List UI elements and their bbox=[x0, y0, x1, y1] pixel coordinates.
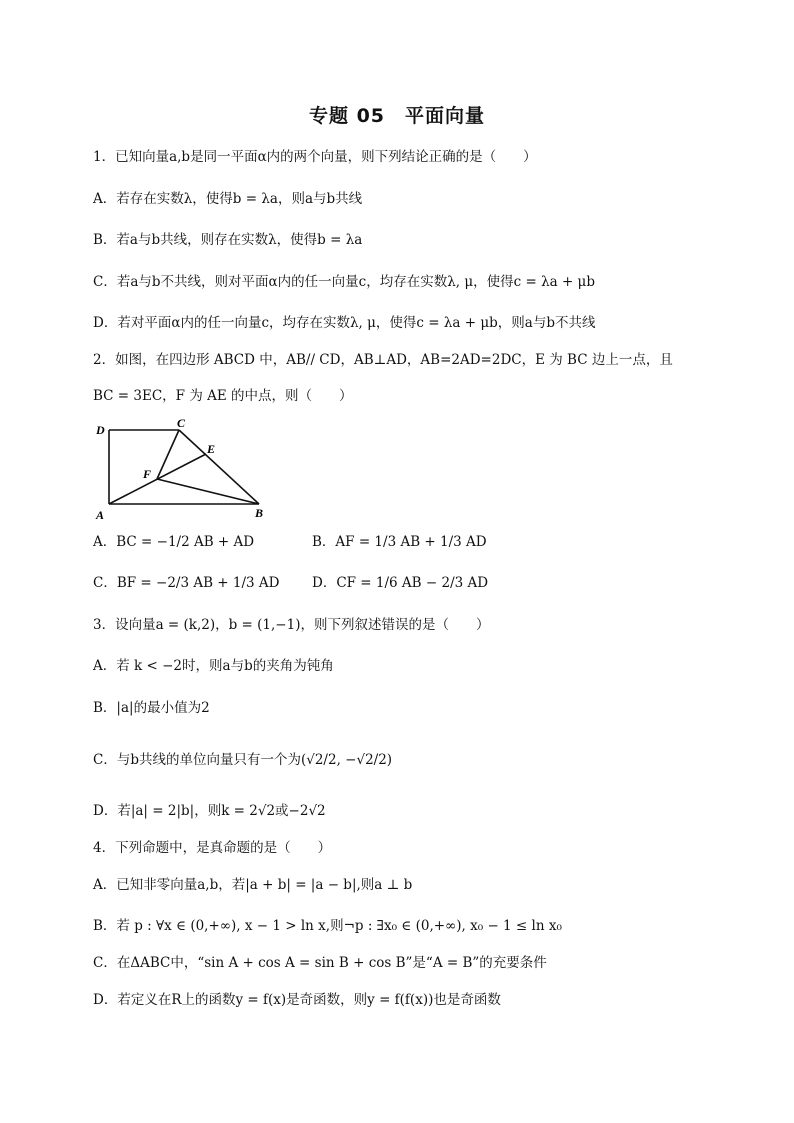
figure-label-d: D bbox=[96, 423, 105, 437]
question-1-option-d: D．若对平面α内的任一向量c，均存在实数λ, μ，使得c = λa + μb，则a与b不共线 bbox=[93, 315, 596, 331]
page-title: 专题 05 平面向量 bbox=[308, 105, 486, 127]
question-2-option-d: D．CF = 1/6 AB − 2/3 AD bbox=[312, 575, 489, 591]
question-2-stem-line-1: 2．如图，在四边形 ABCD 中，AB// CD，AB⊥AD，AB=2AD=2DC，E 为 BC 边上一点，且 bbox=[93, 352, 673, 368]
question-3-option-a: A．若 k < −2时，则a与b的夹角为钝角 bbox=[93, 658, 334, 674]
question-2-option-b: B．AF = 1/3 AB + 1/3 AD bbox=[312, 534, 487, 550]
quadrilateral-figure bbox=[93, 414, 273, 524]
question-4-option-a: A．已知非零向量a,b，若|a + b| = |a − b|,则a ⊥ b bbox=[93, 877, 413, 893]
segment-fb bbox=[157, 479, 259, 504]
figure-label-a: A bbox=[96, 508, 105, 522]
question-1-option-a: A．若存在实数λ，使得b = λa，则a与b共线 bbox=[93, 191, 363, 207]
question-1-option-c: C．若a与b不共线，则对平面α内的任一向量c，均存在实数λ, μ，使得c = λa + μb bbox=[93, 274, 595, 290]
question-2-option-c: C．BF = −2/3 AB + 1/3 AD bbox=[93, 575, 280, 591]
question-4-option-c: C．在ΔABC中，“sin A + cos A = sin B + cos B”是“A = B”的充要条件 bbox=[93, 955, 547, 971]
question-4-stem: 4．下列命题中，是真命题的是（ ） bbox=[93, 840, 332, 856]
figure-label-b: B bbox=[255, 506, 264, 520]
figure-label-e: E bbox=[207, 442, 216, 456]
question-1-stem: 1．已知向量a,b是同一平面α内的两个向量，则下列结论正确的是（ ） bbox=[93, 149, 537, 165]
segment-fc bbox=[157, 430, 179, 479]
question-3-option-d: D．若|a| = 2|b|，则k = 2√2或−2√2 bbox=[93, 803, 326, 819]
question-4-option-d: D．若定义在R上的函数y = f(x)是奇函数，则y = f(f(x))也是奇函数 bbox=[93, 992, 501, 1008]
figure-label-c: C bbox=[177, 416, 186, 430]
question-3-option-c: C．与b共线的单位向量只有一个为(√2/2, −√2/2) bbox=[93, 752, 393, 768]
question-3-stem: 3．设向量a = (k,2)，b = (1,−1)，则下列叙述错误的是（ ） bbox=[93, 617, 490, 633]
question-4-option-b: B．若 p : ∀x ∈ (0,+∞), x − 1 > ln x,则¬p : ∃x₀ ∈ (0,+∞), x₀ − 1 ≤ ln x₀ bbox=[93, 918, 562, 934]
question-2-stem-line-2: BC = 3EC，F 为 AE 的中点，则（ ） bbox=[93, 388, 353, 404]
question-2-option-a: A．BC = −1/2 AB + AD bbox=[93, 534, 255, 550]
question-1-option-b: B．若a与b共线，则存在实数λ，使得b = λa bbox=[93, 232, 363, 248]
segment-cb bbox=[179, 430, 259, 504]
figure-label-f: F bbox=[143, 467, 152, 481]
question-3-option-b: B．|a|的最小值为2 bbox=[93, 700, 210, 716]
